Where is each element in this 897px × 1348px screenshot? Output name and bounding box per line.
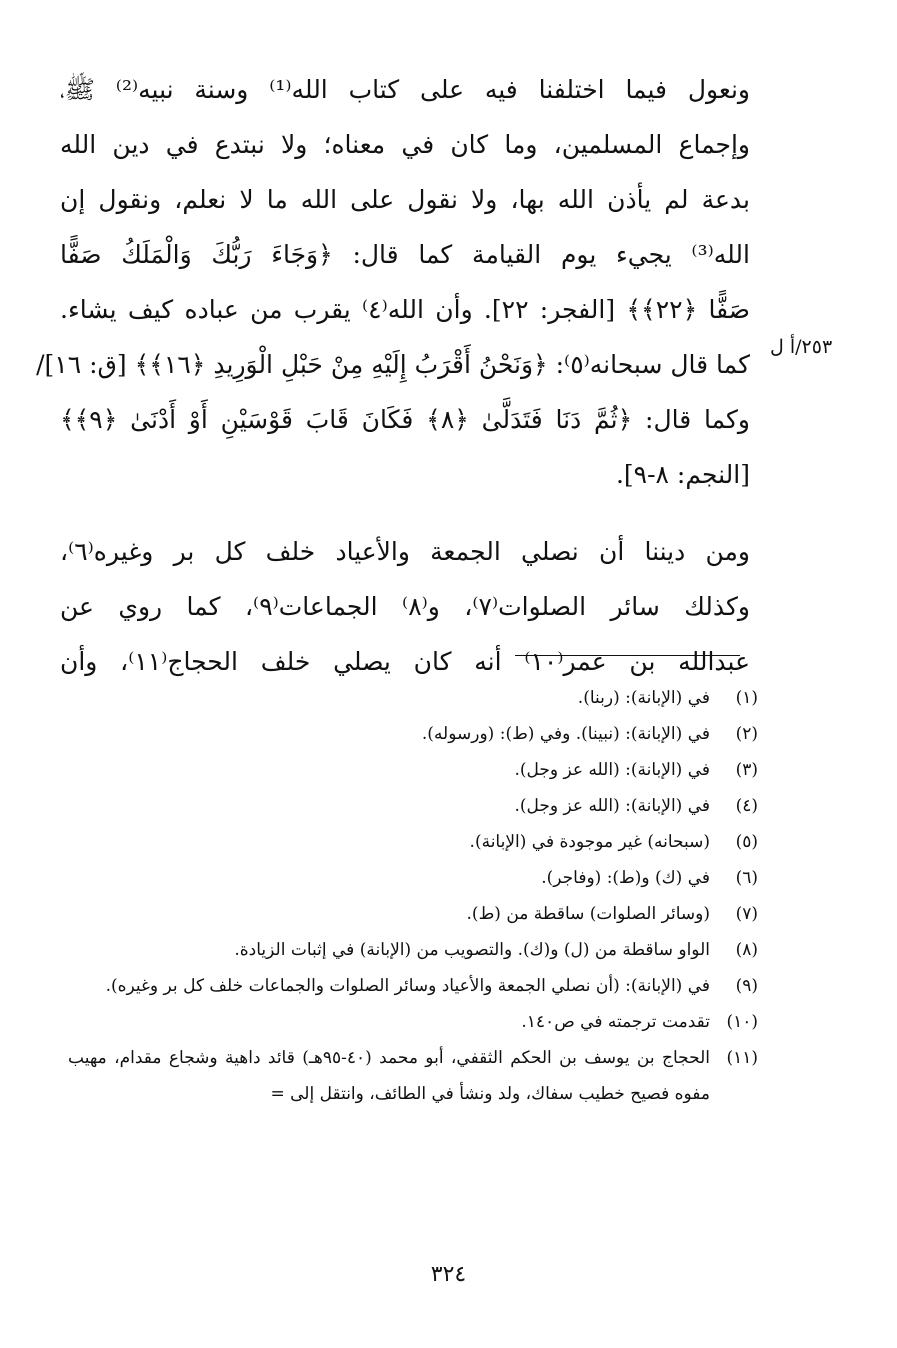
footnote (68, 716, 758, 752)
footnote (68, 968, 758, 1004)
footnote (68, 1004, 758, 1040)
footnote (68, 752, 758, 788)
footnote-number: (٣) (735, 760, 758, 780)
text-line: وكذلك سائر الصلوات⁽٧⁾، و⁽٨⁾ الجماعات⁽٩⁾، كما روي عن (60, 592, 750, 621)
text-line: ونعول فيما اختلفنا فيه على كتاب الله⁽¹⁾ وسنة نبيه⁽²⁾ ﷺ، (60, 75, 750, 104)
footnote-number: (٢) (735, 724, 758, 744)
text-line: صَفًّا ﴿٢٢﴾﴾ [الفجر: ٢٢]. وأن الله⁽٤⁾ يقرب من عباده كيف يشاء. (60, 295, 750, 324)
footnote (68, 788, 758, 824)
manuscript-margin-reference: ٢٥٣/أ ل (770, 336, 833, 358)
main-text (36, 62, 750, 689)
footnote (68, 824, 758, 860)
footnote-text: الحجاج بن يوسف بن الحكم الثقفي، أبو محمد (٤٠-٩٥هـ) قائد داهية وشجاع مقدام، مهيب مفوه فصيح خطيب سفاك، ولد ونشأ في الطائف، وانتقل إلى = (68, 1048, 710, 1104)
text-line: عبدالله بن عمر⁽١٠⁾ أنه كان يصلي خلف الحجاج⁽١١⁾، وأن (60, 647, 750, 676)
footnote-text: في (الإبانة): (أن نصلي الجمعة والأعياد وسائر الصلوات والجماعات خلف كل بر وغيره). (105, 976, 710, 996)
footnote-text: في (الإبانة): (الله عز وجل). (514, 760, 710, 780)
footnote-number: (١١) (726, 1048, 758, 1068)
footnote (68, 680, 758, 716)
footnote-text: في (الإبانة): (ربنا). (577, 688, 710, 708)
footnote (68, 1040, 758, 1112)
footnote-number: (٤) (735, 796, 758, 816)
page-number: ٣٢٤ (430, 1262, 467, 1287)
footnote-text: في (ك) و(ط): (وفاجر). (541, 868, 710, 888)
text-line: [النجم: ٨-٩]. (615, 460, 750, 489)
footnote-text: تقدمت ترجمته في ص١٤٠. (521, 1012, 710, 1032)
text-line: وكما قال: ﴿ثُمَّ دَنَا فَتَدَلَّىٰ ﴿٨﴾ فَكَانَ قَابَ قَوْسَيْنِ أَوْ أَدْنَىٰ ﴿٩﴾﴾ (60, 405, 750, 434)
text-line: وإجماع المسلمين، وما كان في معناه؛ ولا نبتدع في دين الله (60, 130, 750, 159)
footnote-text: (سبحانه) غير موجودة في (الإبانة). (469, 832, 710, 852)
text-line: ومن ديننا أن نصلي الجمعة والأعياد خلف كل بر وغيره⁽٦⁾، (60, 537, 750, 566)
footnote-separator (515, 655, 740, 656)
footnote (68, 860, 758, 896)
footnote-number: (١٠) (726, 1012, 758, 1032)
footnote-number: (٥) (735, 832, 758, 852)
footnotes (68, 680, 758, 1112)
footnote-text: الواو ساقطة من (ل) و(ك). والتصويب من (الإبانة) في إثبات الزيادة. (234, 940, 710, 960)
footnote (68, 932, 758, 968)
footnote-text: في (الإبانة): (الله عز وجل). (514, 796, 710, 816)
text-line: كما قال سبحانه⁽٥⁾: ﴿وَنَحْنُ أَقْرَبُ إِلَيْهِ مِنْ حَبْلِ الْوَرِيدِ ﴿١٦﴾﴾ [ق: ١٦]/ (36, 350, 750, 379)
text-line: بدعة لم يأذن الله بها، ولا نقول على الله ما لا نعلم، ونقول إن (60, 185, 750, 214)
footnote-number: (٩) (735, 976, 758, 996)
footnote (68, 896, 758, 932)
footnote-number: (١) (735, 688, 758, 708)
footnote-number: (٦) (735, 868, 758, 888)
footnote-number: (٨) (735, 940, 758, 960)
footnote-number: (٧) (735, 904, 758, 924)
text-line: الله⁽³⁾ يجيء يوم القيامة كما قال: ﴿وَجَاءَ رَبُّكَ وَالْمَلَكُ صَفًّا (60, 240, 750, 269)
paragraph-gap (60, 502, 750, 524)
footnote-text: في (الإبانة): (نبينا). وفي (ط): (ورسوله). (421, 724, 710, 744)
footnote-text: (وسائر الصلوات) ساقطة من (ط). (466, 904, 710, 924)
